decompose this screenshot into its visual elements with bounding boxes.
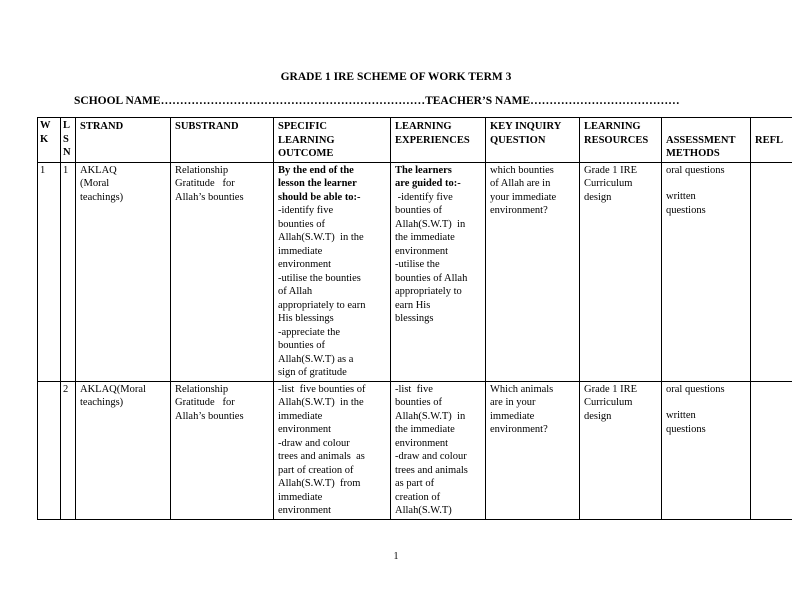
header-lsn: L S N bbox=[61, 118, 76, 163]
cell-strand: AKLAQ (Moral teachings) bbox=[76, 162, 171, 381]
cell-wk bbox=[38, 381, 61, 519]
page-number: 1 bbox=[393, 551, 399, 562]
header-learning-experiences: LEARNING EXPERIENCES bbox=[391, 118, 486, 163]
document-title: GRADE 1 IRE SCHEME OF WORK TERM 3 bbox=[280, 71, 512, 83]
cell-substrand: Relationship Gratitude for Allah’s bounties bbox=[171, 162, 274, 381]
cell-strand: AKLAQ(Moral teachings) bbox=[76, 381, 171, 519]
cell-specific-learning-outcome: -list five bounties of Allah(S.W.T) in the immediate environment -draw and colour trees and animals as part of creation of Allah(S.W.T) from immediate environment bbox=[274, 381, 391, 519]
school-teacher-line: SCHOOL NAME……………………………………………………………TEACHER’S NAME………………………………… bbox=[74, 95, 680, 107]
header-substrand: SUBSTRAND bbox=[171, 118, 274, 163]
cell-lsn: 2 bbox=[61, 381, 76, 519]
cell-refl bbox=[751, 381, 792, 519]
cell-learning-resources: Grade 1 IRE Curriculum design bbox=[580, 381, 662, 519]
cell-learning-experiences: The learners are guided to:- -identify five bounties of Allah(S.W.T) in the immediate environment -utilise the bounties of Allah appropriately to earn His blessings bbox=[391, 162, 486, 381]
header-specific-learning-outcome: SPECIFIC LEARNING OUTCOME bbox=[274, 118, 391, 163]
scheme-of-work-table bbox=[37, 117, 792, 520]
cell-specific-learning-outcome: By the end of the lesson the learner should be able to:- -identify five bounties of Allah(S.W.T) in the immediate environment -utilise the bounties of Allah appropriately to earn His blessings -appreciate the bounties of Allah(S.W.T) as a sign of gratitude bbox=[274, 162, 391, 381]
header-strand: STRAND bbox=[76, 118, 171, 163]
table-row bbox=[38, 381, 792, 519]
cell-substrand: Relationship Gratitude for Allah’s bounties bbox=[171, 381, 274, 519]
header-assessment-methods: ASSESSMENT METHODS bbox=[662, 118, 751, 163]
cell-learning-resources: Grade 1 IRE Curriculum design bbox=[580, 162, 662, 381]
cell-lsn: 1 bbox=[61, 162, 76, 381]
table-row bbox=[38, 162, 792, 381]
cell-learning-experiences: -list five bounties of Allah(S.W.T) in the immediate environment -draw and colour trees and animals as part of creation of Allah(S.W.T) bbox=[391, 381, 486, 519]
cell-key-inquiry-question: Which animals are in your immediate environment? bbox=[486, 381, 580, 519]
header-wk: W K bbox=[38, 118, 61, 163]
cell-assessment-methods: oral questions written questions bbox=[662, 162, 751, 381]
header-learning-resources: LEARNING RESOURCES bbox=[580, 118, 662, 163]
cell-refl bbox=[751, 162, 792, 381]
header-key-inquiry-question: KEY INQUIRY QUESTION bbox=[486, 118, 580, 163]
cell-key-inquiry-question: which bounties of Allah are in your immediate environment? bbox=[486, 162, 580, 381]
table-header-row bbox=[38, 118, 792, 163]
header-refl: REFL bbox=[751, 118, 792, 163]
cell-assessment-methods: oral questions written questions bbox=[662, 381, 751, 519]
cell-wk: 1 bbox=[38, 162, 61, 381]
